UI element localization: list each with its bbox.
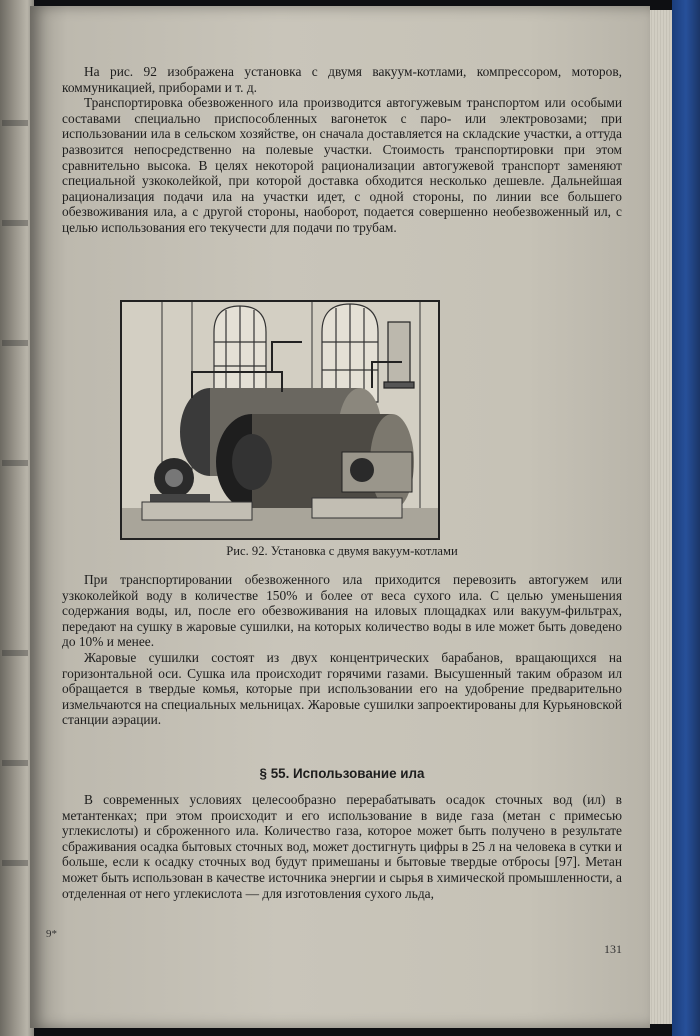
bottom-text-block [62, 792, 622, 901]
left-page-text-fragment [2, 220, 28, 226]
signature-mark: 9* [46, 928, 57, 940]
left-page-text-fragment [2, 460, 28, 466]
figure-caption: Рис. 92. Установка с двумя вакуум-котлами [226, 544, 458, 558]
paragraph: При транспортировании обезвоженного ила приходится перевозить автогужем или узкоколейкой воду в количестве 150% и более от веса сухого ила. С целью уменьшения содержания воды, ил, после его обезвоживания на иловых площадках или вакуум-фильтрах, передают на сушку в жаровые сушилки, на которых количество воды в иле может быть доведено до 10% и менее. [62, 572, 622, 650]
vacuum-boiler-drawing [122, 302, 438, 538]
top-text-block [62, 64, 622, 236]
left-page-text-fragment [2, 760, 28, 766]
paragraph: На рис. 92 изображена установка с двумя вакуум-котлами, компрессором, моторов, коммуникацией, приборами и т. д. [62, 64, 622, 95]
middle-text-block [62, 572, 622, 728]
paragraph: Жаровые сушилки состоят из двух концентрических барабанов, вращающихся на горизонтальной оси. Сушка ила происходит горячими газами. Высушенный таким образом ил обращается в твердые комья, которые при использовании его на удобрение предварительно измельчаются на специальных мельницах. Жаровые сушилки запроектированы для Курьяновской станции аэрации. [62, 649, 622, 728]
left-page-text-fragment [2, 860, 28, 866]
compressor-right [342, 452, 412, 492]
paragraph: В современных условиях целесообразно перерабатывать осадок сточных вод (ил) в метантенках; при этом происходит и его использование в виде газа (метан с примесью углекислоты) и сброженного ила. Количество газа, которое может быть получено в результате сбраживания осадка бытовых сточных вод, может достигнуть цифры в 25 л на человека в сутки и больше, если к осадку сточных вод будут примешаны и бытовые твердые отбросы [97]. Метан может быть использован в качестве источника энергии и сырья в химической промышленности, а отделенная от него углекислота — для изготовления сухого льда, [62, 792, 622, 901]
page-stack-edges [650, 10, 672, 1024]
paragraph: Транспортировка обезвоженного ила производится автогужевым транспортом или особыми составами специально приспособленных вагонеток с паро- или электровозами; при использовании ила в сельском хозяйстве, он сначала доставляется на складские участки, а оттуда развозится непосредственно на полевые участки. Стоимость транспортировки при этом сравнительно высока. В целях некоторой рационализации автогужевой транспорт заменяют специальной узкоколейкой, при которой доставка обходится несколько дешевле. Дальнейшая рационализация подачи ила на участки идет, с одной стороны, по линии все большего обезвоживания ила, а с другой стороны, наоборот, подается совершенно необезвоженный ил, с целью использования его текучести для подачи по трубам. [62, 95, 622, 235]
figure-92-illustration [120, 300, 440, 540]
page-number: 131 [604, 942, 622, 956]
arched-window-right [322, 304, 378, 402]
book-cover-edge [672, 0, 700, 1036]
arched-window-left [214, 306, 266, 392]
left-page-edge [0, 0, 34, 1036]
tank-right [384, 322, 414, 388]
left-page-text-fragment [2, 120, 28, 126]
left-page-text-fragment [2, 340, 28, 346]
left-page-text-fragment [2, 650, 28, 656]
section-heading: § 55. Использование ила [259, 766, 425, 781]
